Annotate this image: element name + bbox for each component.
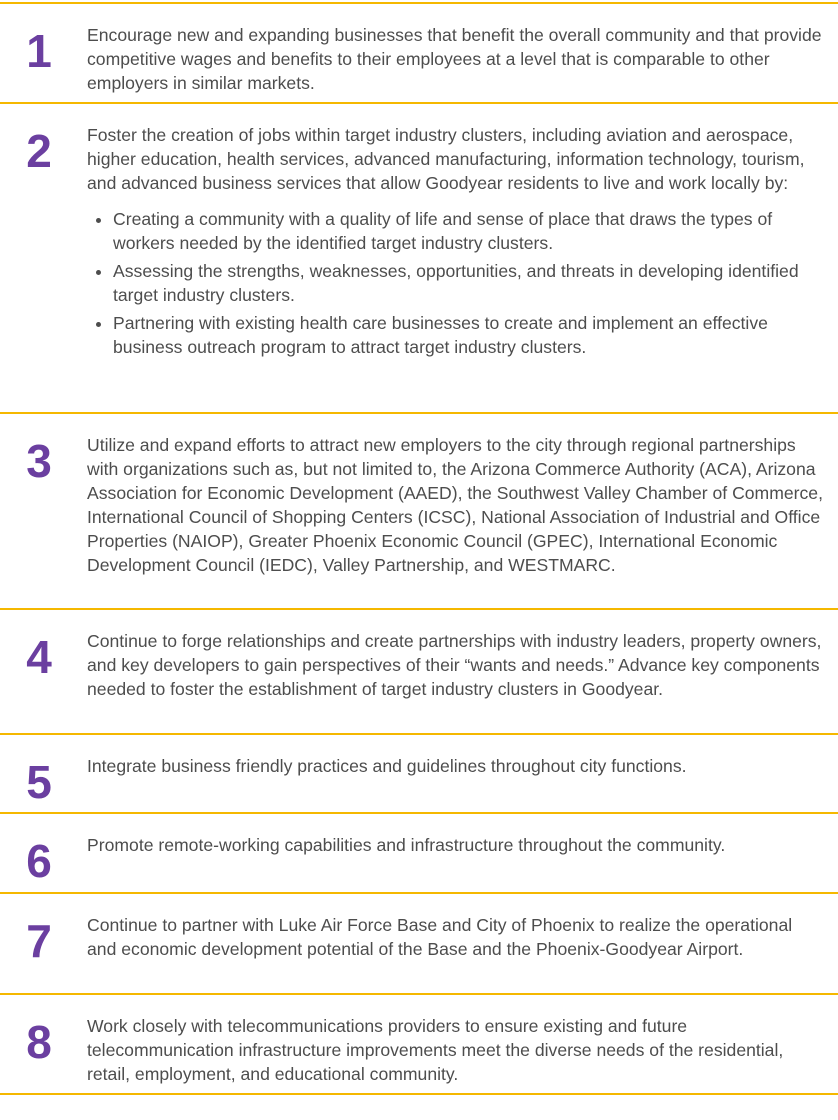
goal-text: Continue to partner with Luke Air Force Base and City of Phoenix to realize the operational and economic development potential of the Base and the Phoenix-Goodyear Airport. bbox=[87, 915, 793, 959]
goal-item bbox=[0, 414, 838, 610]
goal-content bbox=[87, 123, 824, 363]
goal-number: 6 bbox=[26, 835, 52, 887]
goal-item bbox=[0, 104, 838, 414]
bullet-item: • Partnering with existing health care businesses to create and implement an effective business outreach program to attract target industry clusters. bbox=[113, 311, 824, 359]
goal-text: Work closely with telecommunications providers to ensure existing and future telecommunication infrastructure improvements meet the diverse needs of the residential, retail, employment, and educational community. bbox=[87, 1016, 784, 1084]
goal-number: 8 bbox=[26, 1016, 52, 1068]
goals-list bbox=[0, 2, 838, 1095]
bullet-item: • Creating a community with a quality of life and sense of place that draws the types of workers needed by the identified target industry clusters. bbox=[113, 207, 824, 255]
goal-text: Continue to forge relationships and create partnerships with industry leaders, property owners, and key developers to gain perspectives of their “wants and needs.” Advance key components needed to foster the establishment of target industry clusters in Goodyear. bbox=[87, 631, 822, 699]
bullet-item: • Assessing the strengths, weaknesses, opportunities, and threats in developing identified target industry clusters. bbox=[113, 259, 824, 307]
goal-text: Integrate business friendly practices and guidelines throughout city functions. bbox=[87, 756, 687, 776]
goal-text: Utilize and expand efforts to attract new employers to the city through regional partnerships with organizations such as, but not limited to, the Arizona Commerce Authority (ACA), Arizona Association for Economic Development (AAED), the Southwest Valley Chamber of Commerce, International Council of Shopping Centers (ICSC), National Association of Industrial and Office Properties (NAIOP), Greater Phoenix Economic Council (GPEC), International Economic Development Council (IEDC), Valley Partnership, and WESTMARC. bbox=[87, 435, 823, 575]
goal-number: 2 bbox=[26, 125, 52, 177]
goal-item bbox=[0, 894, 838, 995]
goal-text: Encourage new and expanding businesses that benefit the overall community and that provide competitive wages and benefits to their employees at a level that is comparable to other employers in similar markets. bbox=[87, 25, 822, 93]
goal-item bbox=[0, 814, 838, 894]
goal-number: 5 bbox=[26, 756, 52, 808]
goal-item bbox=[0, 610, 838, 735]
goal-text: Promote remote-working capabilities and infrastructure throughout the community. bbox=[87, 835, 726, 855]
goal-item bbox=[0, 4, 838, 104]
goal-number: 7 bbox=[26, 915, 52, 967]
goal-item bbox=[0, 995, 838, 1095]
goal-number: 4 bbox=[26, 631, 52, 683]
goal-item bbox=[0, 735, 838, 814]
goal-number: 1 bbox=[26, 25, 52, 77]
goal-text: Foster the creation of jobs within target industry clusters, including aviation and aerospace, higher education, health services, advanced manufacturing, information technology, tourism, and advanced business services that allow Goodyear residents to live and work locally by: bbox=[87, 125, 805, 193]
goal-number: 3 bbox=[26, 435, 52, 487]
goal-bullets bbox=[87, 207, 824, 359]
